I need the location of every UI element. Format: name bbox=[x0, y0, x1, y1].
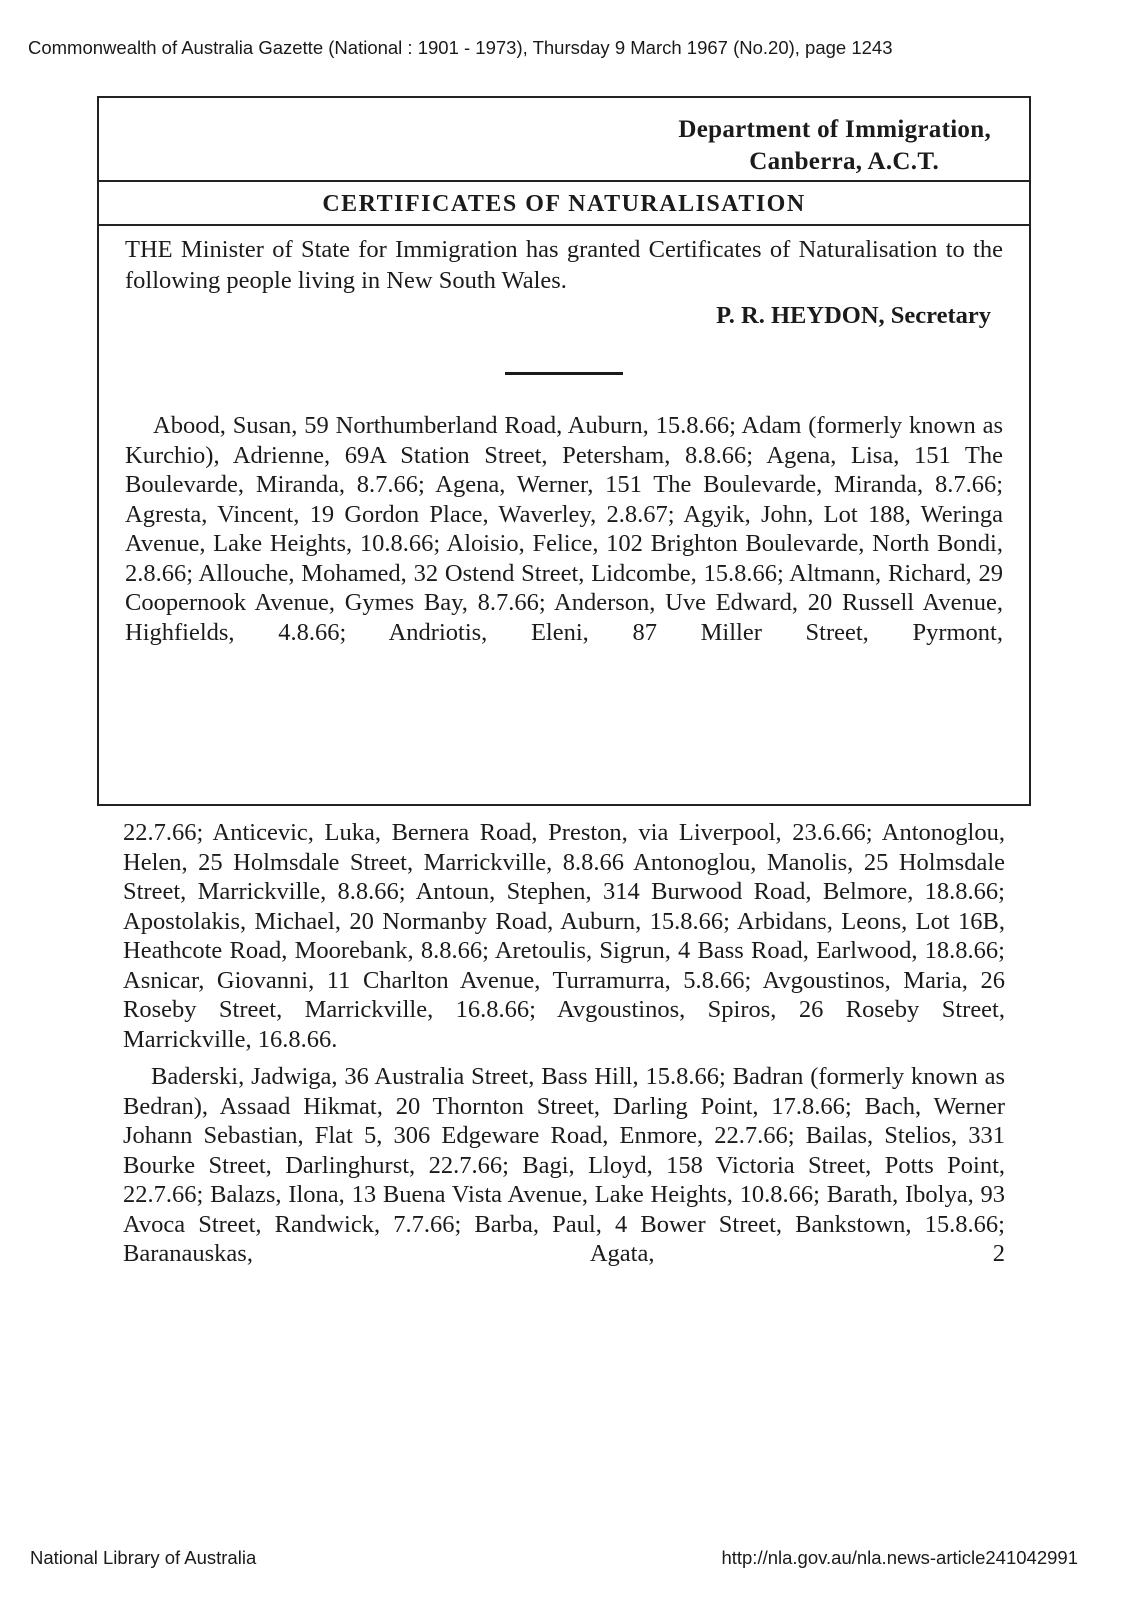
naturalisation-list-part-1: Abood, Susan, 59 Northumberland Road, Auburn, 15.8.66; Adam (formerly known as Kurchio), Adrienne, 69A Station Street, Petersham, 8.8.66; Agena, Lisa, 151 The Boulevarde, Miranda, 8.7.66; Agena, Werner, 151 The Boulevarde, Miranda, 8.7.66; Agresta, Vincent, 19 Gordon Place, Waverley, 2.8.67; Agyik, John, Lot 188, Weringa Avenue, Lake Heights, 10.8.66; Aloisio, Felice, 102 Brighton Boulevarde, North Bondi, 2.8.66; Allouche, Mohamed, 32 Ostend Street, Lidcombe, 15.8.66; Altmann, Richard, 29 Coopernook Avenue, Gymes Bay, 8.7.66; Anderson, Uve Edward, 20 Russell Avenue, Highfields, 4.8.66; Andriotis, Eleni, 87 Miller Street, Pyrmont, bbox=[125, 412, 1003, 646]
department-name: Department of Immigration, bbox=[678, 116, 991, 143]
separator-rule bbox=[505, 372, 623, 375]
notice-clipping-top bbox=[97, 96, 1031, 806]
naturalisation-list-b: Baderski, Jadwiga, 36 Australia Street, Bass Hill, 15.8.66; Badran (formerly known as Bedran), Assaad Hikmat, 20 Thornton Street, Darling Point, 17.8.66; Bach, Werner Johann Sebastian, Flat 5, 306 Edgeware Road, Enmore, 22.7.66; Bailas, Stelios, 331 Bourke Street, Darlinghurst, 22.7.66; Bagi, Lloyd, 158 Victoria Street, Potts Point, 22.7.66; Balazs, Ilona, 13 Buena Vista Avenue, Lake Heights, 10.8.66; Barath, Ibolya, 93 Avoca Street, Randwick, 7.7.66; Barba, Paul, 4 Bower Street, Bankstown, 15.8.66; Baranauskas, Agata, 2 bbox=[123, 1063, 1005, 1267]
notice-clipping-bottom bbox=[97, 808, 1031, 1378]
department-location: Canberra, A.C.T. bbox=[749, 148, 939, 175]
article-url[interactable]: http://nla.gov.au/nla.news-article241042991 bbox=[721, 1547, 1078, 1568]
department-block bbox=[99, 98, 1029, 182]
library-name: National Library of Australia bbox=[30, 1547, 257, 1568]
intro-paragraph: THE Minister of State for Immigration has granted Certificates of Naturalisation to the following people living in New South Wales. bbox=[125, 236, 1003, 294]
naturalisation-list-part-2: 22.7.66; Anticevic, Luka, Bernera Road, Preston, via Liverpool, 23.6.66; Antonoglou, Helen, 25 Holmsdale Street, Marrickville, 8.8.66 Antonoglou, Manolis, 25 Holmsdale Street, Marrickville, 8.8.66; Antoun, Stephen, 314 Burwood Road, Belmore, 18.8.66; Apostolakis, Michael, 20 Normanby Road, Auburn, 15.8.66; Arbidans, Leons, Lot 16B, Heathcote Road, Moorebank, 8.8.66; Aretoulis, Sigrun, 4 Bass Road, Earlwood, 18.8.66; Asnicar, Giovanni, 11 Charlton Avenue, Turramurra, 5.8.66; Avgoustinos, Maria, 26 Roseby Street, Marrickville, 16.8.66; Avgoustinos, Spiros, 26 Roseby Street, Marrickville, 16.8.66. bbox=[123, 819, 1005, 1053]
section-title: CERTIFICATES OF NATURALISATION bbox=[99, 182, 1029, 226]
gazette-citation: Commonwealth of Australia Gazette (National : 1901 - 1973), Thursday 9 March 1967 (No.20), page 1243 bbox=[28, 37, 893, 58]
secretary-signature: P. R. HEYDON, Secretary bbox=[716, 302, 991, 329]
